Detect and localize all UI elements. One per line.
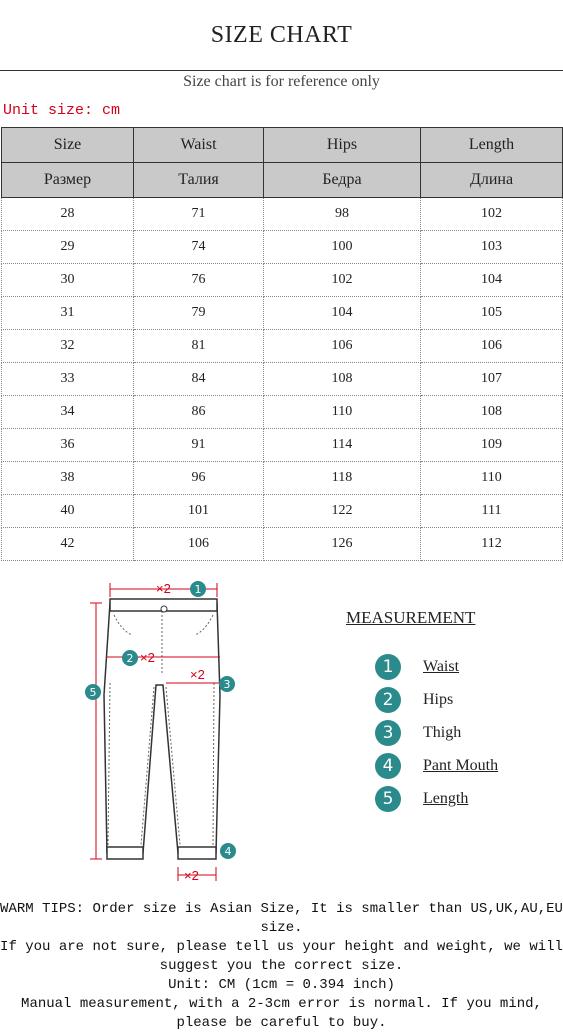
- legend-item-length: [375, 782, 498, 815]
- table-row: [2, 330, 563, 363]
- table-cell: 106: [134, 528, 264, 561]
- table-cell: 108: [421, 396, 563, 429]
- table-cell: 33: [2, 363, 134, 396]
- size-table: [1, 127, 563, 561]
- table-cell: 101: [134, 495, 264, 528]
- header-cell: Длина: [421, 163, 563, 198]
- legend-label: Length: [423, 789, 469, 807]
- x2-label: ×2: [140, 650, 155, 665]
- legend-label: Waist: [423, 657, 460, 675]
- table-cell: 29: [2, 231, 134, 264]
- title-divider: [0, 70, 563, 71]
- table-cell: 76: [134, 264, 264, 297]
- marker-2-label: 2: [126, 652, 134, 665]
- legend-item-hips: [375, 683, 498, 716]
- table-cell: 91: [134, 429, 264, 462]
- table-row: [2, 528, 563, 561]
- table-cell: 106: [421, 330, 563, 363]
- marker-1-label: 1: [194, 583, 202, 596]
- x2-label: ×2: [156, 581, 171, 596]
- number-badge-icon: 5: [375, 786, 401, 812]
- table-cell: 114: [264, 429, 421, 462]
- table-cell: 103: [421, 231, 563, 264]
- number-badge-icon: 4: [375, 753, 401, 779]
- header-row-en: [2, 128, 563, 163]
- x2-label: ×2: [184, 868, 199, 883]
- table-cell: 38: [2, 462, 134, 495]
- legend-item-waist: [375, 650, 498, 683]
- table-cell: 32: [2, 330, 134, 363]
- number-badge-icon: 3: [375, 720, 401, 746]
- legend-label: Thigh: [423, 723, 462, 741]
- header-cell: Length: [421, 128, 563, 163]
- table-cell: 104: [421, 264, 563, 297]
- header-cell: Size: [2, 128, 134, 163]
- table-row: [2, 198, 563, 231]
- right-cuff: [178, 847, 216, 859]
- header-cell: Размер: [2, 163, 134, 198]
- header-cell: Hips: [264, 128, 421, 163]
- page-title: SIZE CHART: [210, 22, 353, 48]
- table-cell: 105: [421, 297, 563, 330]
- header-cell: Талия: [134, 163, 264, 198]
- table-cell: 31: [2, 297, 134, 330]
- x2-label: ×2: [190, 667, 205, 682]
- table-row: [2, 396, 563, 429]
- table-cell: 84: [134, 363, 264, 396]
- table-cell: 110: [421, 462, 563, 495]
- table-cell: 86: [134, 396, 264, 429]
- table-cell: 110: [264, 396, 421, 429]
- page-subtitle: Size chart is for reference only: [183, 73, 380, 90]
- table-cell: 28: [2, 198, 134, 231]
- unit-note: Unit size: cm: [3, 102, 121, 119]
- legend-item-pant-mouth: [375, 749, 498, 782]
- table-row: [2, 462, 563, 495]
- pants-diagram: [70, 575, 250, 890]
- table-cell: 81: [134, 330, 264, 363]
- table-cell: 98: [264, 198, 421, 231]
- table-cell: 107: [421, 363, 563, 396]
- table-cell: 34: [2, 396, 134, 429]
- table-row: [2, 429, 563, 462]
- table-row: [2, 495, 563, 528]
- table-cell: 100: [264, 231, 421, 264]
- tip-line: If you are not sure, please tell us your height and weight, we will suggest you the correct size.: [0, 939, 563, 974]
- table-cell: 71: [134, 198, 264, 231]
- table-cell: 74: [134, 231, 264, 264]
- number-badge-icon: 2: [375, 687, 401, 713]
- tip-line: WARM TIPS: Order size is Asian Size, It is smaller than US,UK,AU,EU size.: [0, 901, 563, 936]
- table-row: [2, 297, 563, 330]
- table-cell: 102: [421, 198, 563, 231]
- table-cell: 126: [264, 528, 421, 561]
- table-cell: 106: [264, 330, 421, 363]
- measurement-title: MEASUREMENT: [346, 608, 476, 627]
- table-row: [2, 264, 563, 297]
- legend-item-thigh: [375, 716, 498, 749]
- table-cell: 79: [134, 297, 264, 330]
- header-cell: Waist: [134, 128, 264, 163]
- marker-5-label: 5: [89, 686, 97, 699]
- number-badge-icon: 1: [375, 654, 401, 680]
- warm-tips: [0, 900, 563, 1033]
- table-row: [2, 363, 563, 396]
- table-cell: 102: [264, 264, 421, 297]
- table-cell: 109: [421, 429, 563, 462]
- table-cell: 104: [264, 297, 421, 330]
- table-cell: 36: [2, 429, 134, 462]
- table-row: [2, 231, 563, 264]
- size-table-body: [2, 198, 563, 561]
- legend-label: Pant Mouth: [423, 756, 499, 774]
- table-cell: 112: [421, 528, 563, 561]
- table-cell: 42: [2, 528, 134, 561]
- marker-3-label: 3: [223, 678, 231, 691]
- left-cuff: [107, 847, 143, 859]
- tip-line: Unit: CM (1cm = 0.394 inch): [168, 977, 395, 993]
- tip-line: Manual measurement, with a 2-3cm error is normal. If you mind, please be careful to buy.: [21, 996, 542, 1031]
- table-cell: 108: [264, 363, 421, 396]
- table-cell: 30: [2, 264, 134, 297]
- marker-4-label: 4: [224, 845, 232, 858]
- table-cell: 111: [421, 495, 563, 528]
- table-cell: 40: [2, 495, 134, 528]
- button: [161, 606, 167, 612]
- measurement-legend: [375, 650, 498, 815]
- table-cell: 122: [264, 495, 421, 528]
- table-cell: 96: [134, 462, 264, 495]
- header-cell: Бедра: [264, 163, 421, 198]
- header-row-ru: [2, 163, 563, 198]
- legend-label: Hips: [423, 690, 454, 708]
- table-cell: 118: [264, 462, 421, 495]
